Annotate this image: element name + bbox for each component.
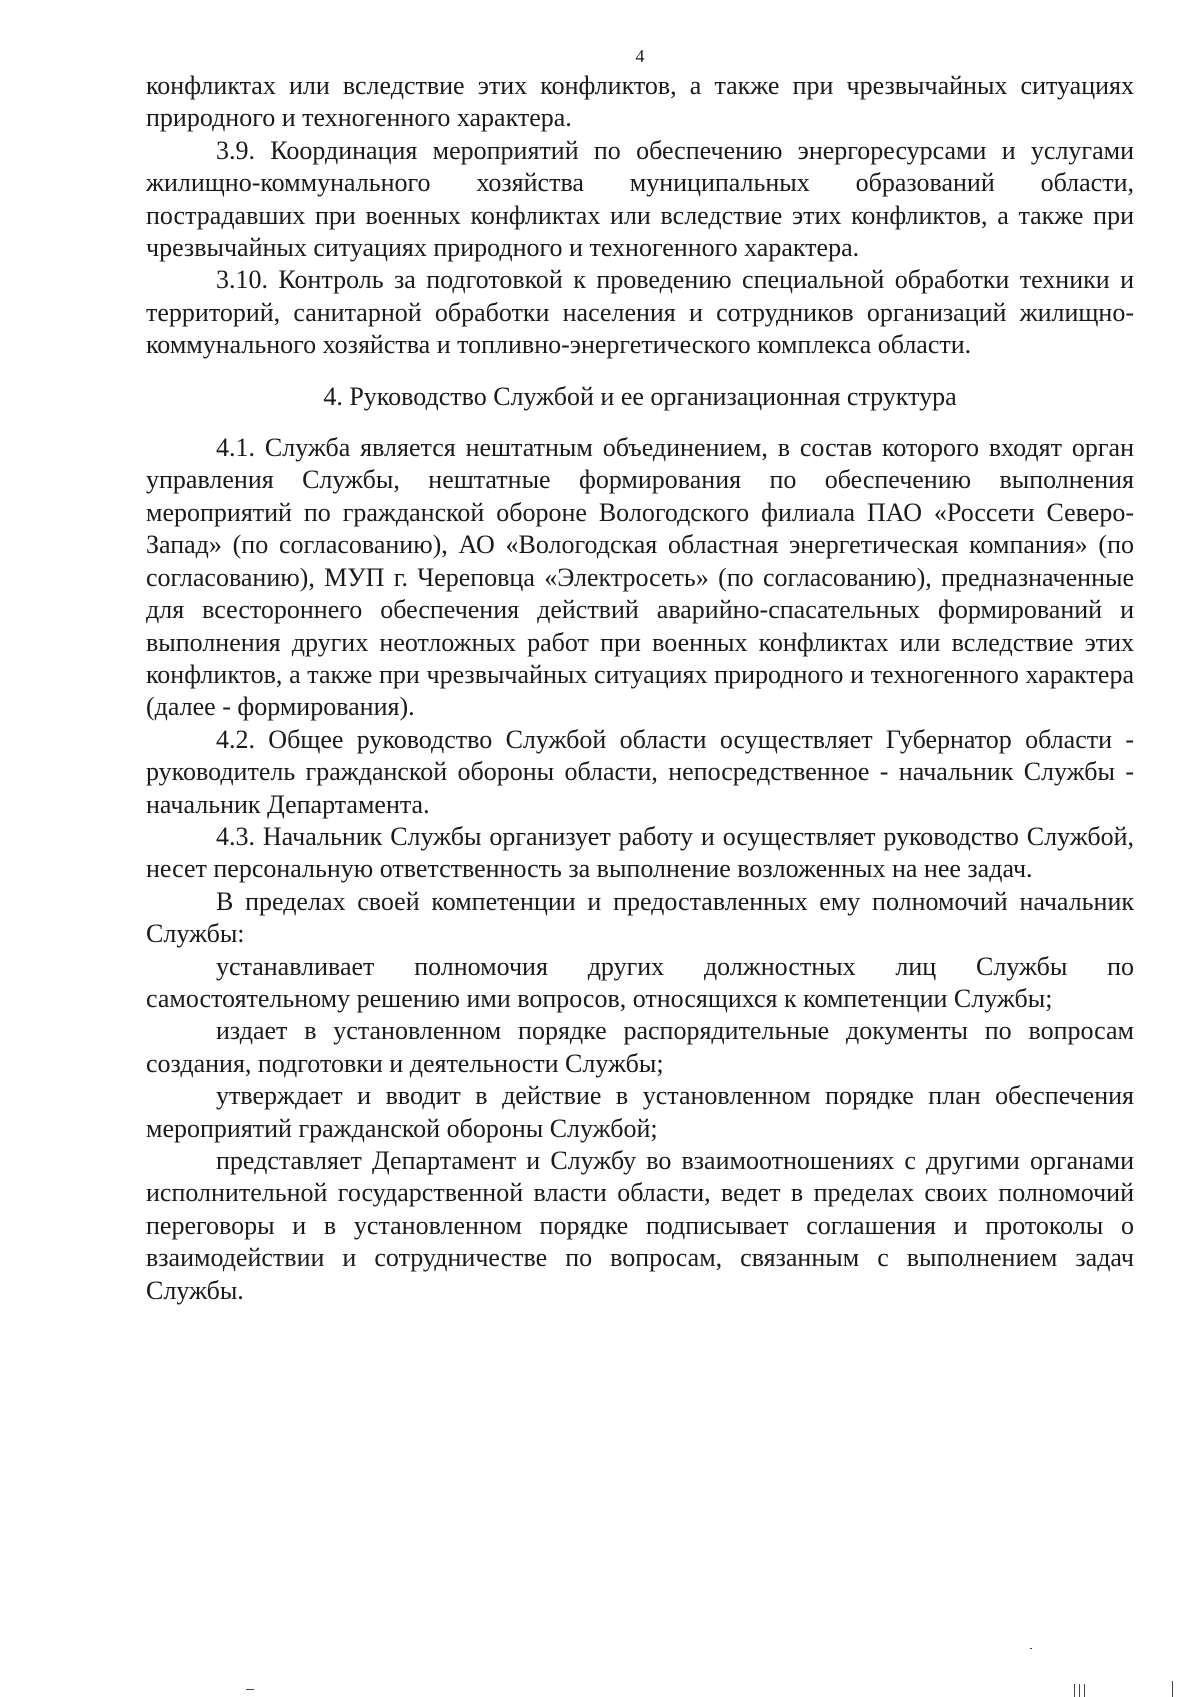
list-item-powers: устанавливает полномочия других должностных лиц Службы по самостоятельному решению ими вопросов, относящихся к компетенции Службы; (146, 951, 1134, 1013)
scan-artifact (1084, 1684, 1085, 1697)
scan-artifact (246, 1689, 254, 1690)
list-item-documents: издает в установленном порядке распорядительные документы по вопросам создания, подготовки и деятельности Службы; (146, 1016, 1134, 1078)
paragraph-3-10: 3.10. Контроль за подготовкой к проведению специальной обработки техники и территорий, санитарной обработки населения и сотрудников организаций жилищно-коммунального хозяйства и топливно-энергетического комплекса области. (146, 265, 1134, 360)
list-item-representation: представляет Департамент и Службу во взаимоотношениях с другими органами исполнительной государственной власти области, ведет в пределах своих полномочий переговоры и в установленном порядке подписывает соглашения и протоколы о взаимодействии и сотрудничестве по вопросам, связанным с выполнением задач Службы. (146, 1146, 1134, 1305)
paragraph-4-3: 4.3. Начальник Службы организует работу и осуществляет руководство Службой, несет персональную ответственность за выполнение возложенных на нее задач. (146, 821, 1134, 884)
section-heading: 4. Руководство Службой и ее организационная структура (323, 381, 957, 411)
scan-artifact (1079, 1684, 1080, 1697)
scan-artifact (1172, 1681, 1173, 1697)
list-item-plan: утверждает и вводит в действие в установленном порядке план обеспечения мероприятий гражданской обороны Службой; (146, 1081, 1134, 1143)
scan-artifact (1030, 1648, 1032, 1649)
document-page (146, 0, 1134, 1697)
scan-artifact (1074, 1684, 1075, 1697)
paragraph-powers-intro: В пределах своей компетенции и предоставленных ему полномочий начальник Службы: (146, 886, 1134, 949)
paragraph-4-2: 4.2. Общее руководство Службой области осуществляет Губернатор области - руководитель гражданской обороны области, непосредственное - начальник Службы - начальник Департамента. (146, 724, 1134, 819)
paragraph-3-9: 3.9. Координация мероприятий по обеспечению энергоресурсами и услугами жилищно-коммунального хозяйства муниципальных образований области, пострадавших при военных конфликтах или вследствие этих конфликтов, а также при чрезвычайных ситуациях природного и техногенного характера. (146, 135, 1134, 263)
document-body (146, 70, 1134, 1307)
page-number: 4 (635, 46, 645, 66)
paragraph-4-1: 4.1. Служба является нештатным объединением, в состав которого входят орган управления Службы, нештатные формирования по обеспечению выполнения мероприятий по гражданской обороне Вологодского филиала ПАО «Россети Северо-Запад» (по согласованию), АО «Вологодская областная энергетическая компания» (по согласованию), МУП г. Череповца «Электросеть» (по согласованию), предназначенные для всестороннего обеспечения действий аварийно-спасательных формирований и выполнения других неотложных работ при военных конфликтах или вследствие этих конфликтов, а также при чрезвычайных ситуациях природного и техногенного характера (далее - формирования). (146, 433, 1134, 722)
paragraph-continuation: конфликтах или вследствие этих конфликтов, а также при чрезвычайных ситуациях природного и техногенного характера. (146, 71, 1134, 133)
